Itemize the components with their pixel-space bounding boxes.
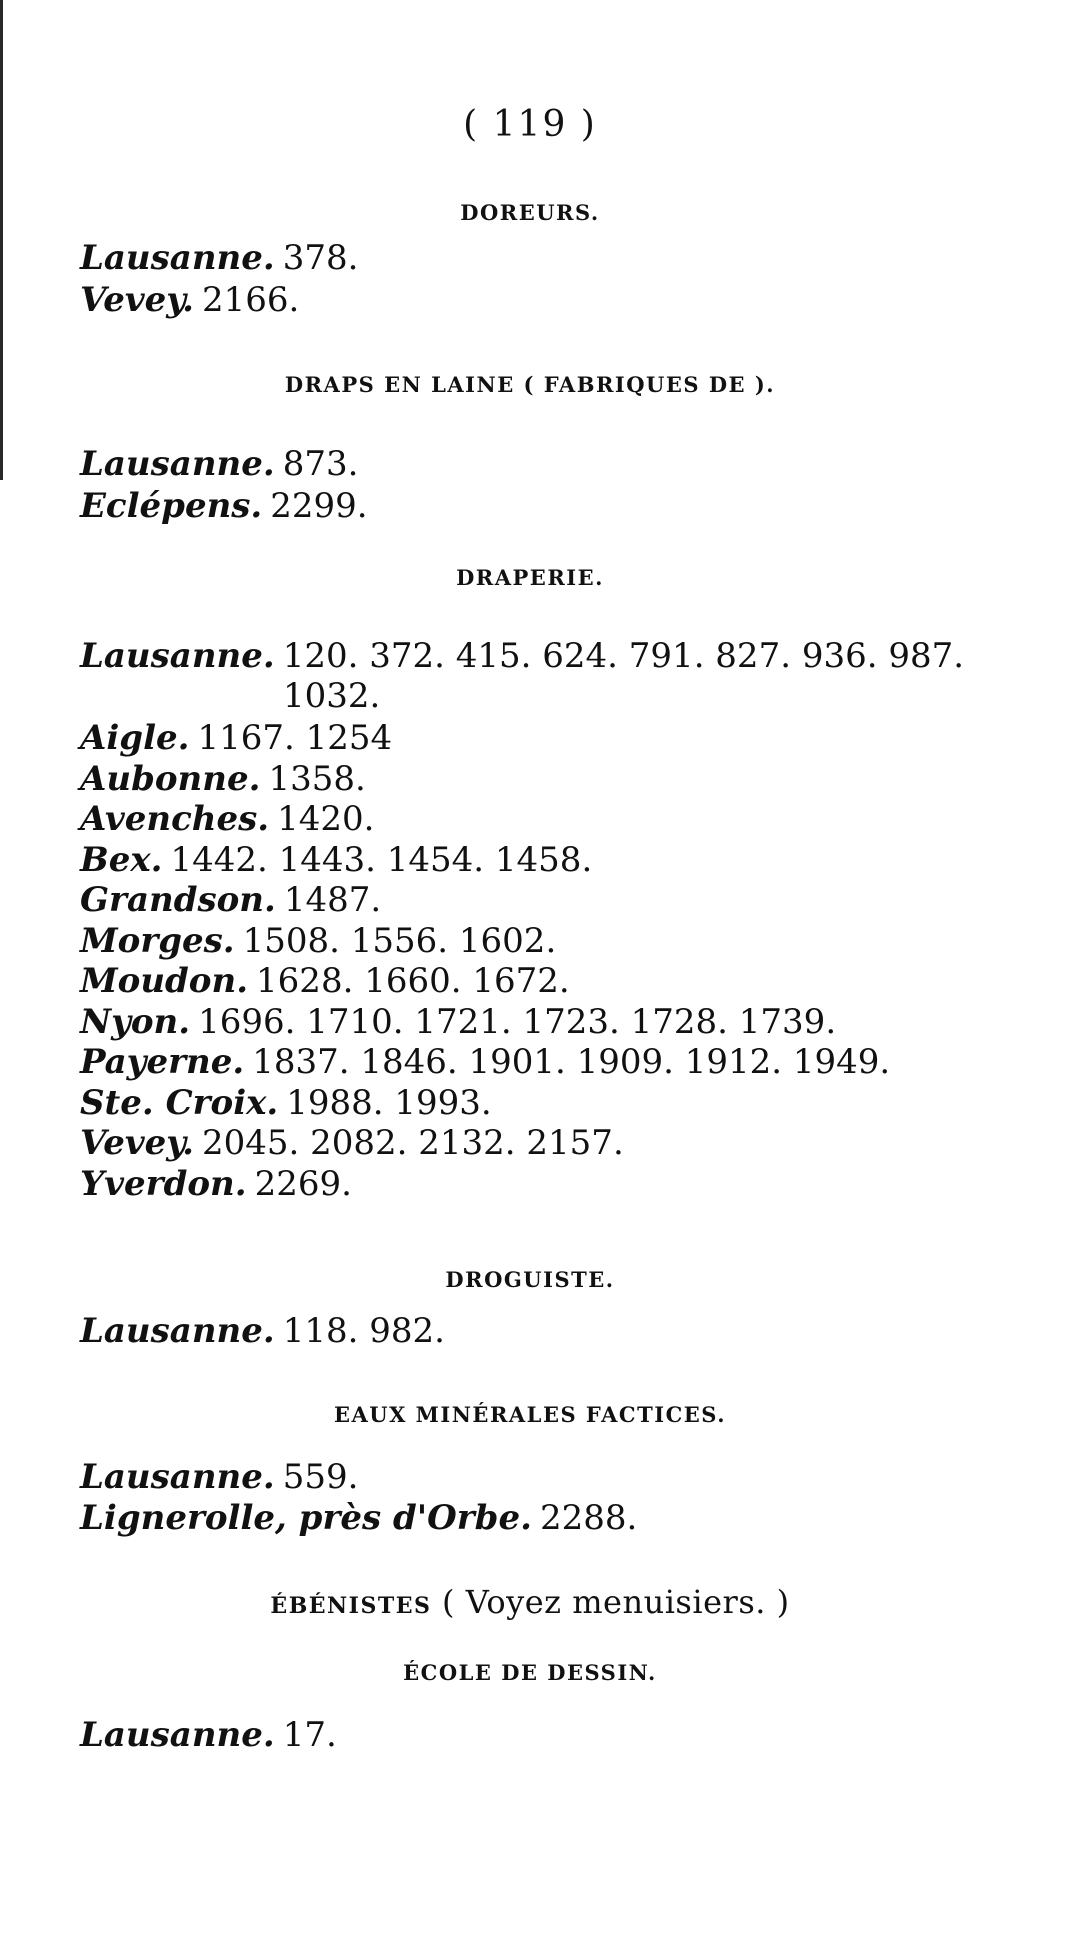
section-heading-draperie: DRAPERIE. — [456, 565, 604, 590]
list-entry — [80, 1042, 890, 1082]
entry-numbers: 1487. — [283, 880, 382, 920]
page-edge-shadow — [0, 0, 3, 480]
entry-numbers: 2299. — [270, 486, 368, 526]
list-entry — [80, 280, 299, 320]
entry-numbers: 2269. — [254, 1164, 352, 1204]
list-entry — [80, 1164, 352, 1204]
list-entry — [80, 1083, 492, 1123]
list-entry — [80, 444, 358, 484]
entry-place: Yverdon. — [80, 1164, 247, 1204]
list-entry — [80, 1457, 358, 1497]
entry-place: Avenches. — [80, 799, 270, 839]
entry-place: Aubonne. — [80, 759, 261, 799]
entry-numbers: 1358. — [268, 759, 366, 799]
entry-numbers: 2045. 2082. 2132. 2157. — [201, 1123, 624, 1163]
entry-place: Lausanne. — [80, 636, 275, 676]
section-heading-eaux-minerales: EAUX MINÉRALES FACTICES. — [333, 1402, 727, 1427]
list-entry — [80, 486, 368, 526]
entry-place: Nyon. — [80, 1002, 191, 1042]
list-entry — [80, 1715, 337, 1755]
entry-place: Eclépens. — [80, 486, 263, 526]
entry-numbers: 2166. — [201, 280, 300, 320]
entry-numbers: 1837. 1846. 1901. 1909. 1912. 1949. — [252, 1042, 891, 1082]
entry-numbers: 1442. 1443. 1454. 1458. — [170, 840, 593, 880]
list-entry — [80, 880, 381, 920]
page-number: ( 119 ) — [463, 104, 597, 145]
entry-place: Payerne. — [80, 1042, 245, 1082]
entry-place: Lausanne. — [80, 1311, 275, 1351]
list-entry — [80, 921, 556, 961]
section-heading-droguiste: DROGUISTE. — [445, 1267, 615, 1292]
heading-cross-reference: ( Voyez menuisiers. ) — [442, 1583, 790, 1621]
entry-place: Aigle. — [80, 718, 190, 758]
section-heading-ebenistes — [0, 1583, 1060, 1621]
entry-numbers: 1696. 1710. 1721. 1723. 1728. 1739. — [198, 1002, 837, 1042]
list-entry — [80, 1002, 836, 1042]
entry-numbers: 17. — [282, 1715, 337, 1755]
list-entry — [80, 718, 392, 758]
section-heading-draps-en-laine: DRAPS EN LAINE ( FABRIQUES DE ). — [284, 372, 776, 397]
entry-place: Lausanne. — [80, 238, 275, 278]
section-heading-ecole-de-dessin: ÉCOLE DE DESSIN. — [403, 1660, 657, 1685]
entry-numbers: 1988. 1993. — [286, 1083, 492, 1123]
list-entry — [80, 238, 358, 278]
entry-place: Lausanne. — [80, 1715, 275, 1755]
entry-numbers: 873. — [282, 444, 359, 484]
entry-numbers-continuation: 1032. — [283, 676, 381, 716]
entry-place: Lignerolle, près d'Orbe. — [80, 1498, 532, 1538]
entry-numbers: 1628. 1660. 1672. — [256, 961, 570, 1001]
entry-numbers: 1420. — [277, 799, 375, 839]
list-entry — [80, 636, 964, 716]
list-entry — [80, 1498, 637, 1538]
list-entry — [80, 1123, 624, 1163]
entry-numbers: 118. 982. — [282, 1311, 445, 1351]
list-entry — [80, 759, 366, 799]
entry-place: Morges. — [80, 921, 235, 961]
list-entry — [80, 799, 375, 839]
entry-numbers: 120. 372. 415. 624. 791. 827. 936. 987. — [282, 636, 965, 676]
section-heading-doreurs: DOREURS. — [460, 200, 600, 225]
list-entry — [80, 1311, 445, 1351]
entry-place: Lausanne. — [80, 444, 275, 484]
entry-place: Lausanne. — [80, 1457, 275, 1497]
entry-place: Ste. Croix. — [80, 1083, 279, 1123]
entry-numbers: 1167. 1254 — [197, 718, 393, 758]
entry-numbers: 378. — [282, 238, 359, 278]
entry-place: Moudon. — [80, 961, 249, 1001]
entry-numbers: 2288. — [539, 1498, 638, 1538]
entry-place: Vevey. — [80, 1123, 194, 1163]
entry-place: Grandson. — [80, 880, 276, 920]
list-entry — [80, 840, 592, 880]
entry-numbers: 559. — [282, 1457, 359, 1497]
heading-smallcaps: ÉBÉNISTES — [270, 1593, 432, 1619]
entry-numbers: 1508. 1556. 1602. — [242, 921, 557, 961]
list-entry — [80, 961, 570, 1001]
entry-place: Vevey. — [80, 280, 194, 320]
entry-place: Bex. — [80, 840, 163, 880]
